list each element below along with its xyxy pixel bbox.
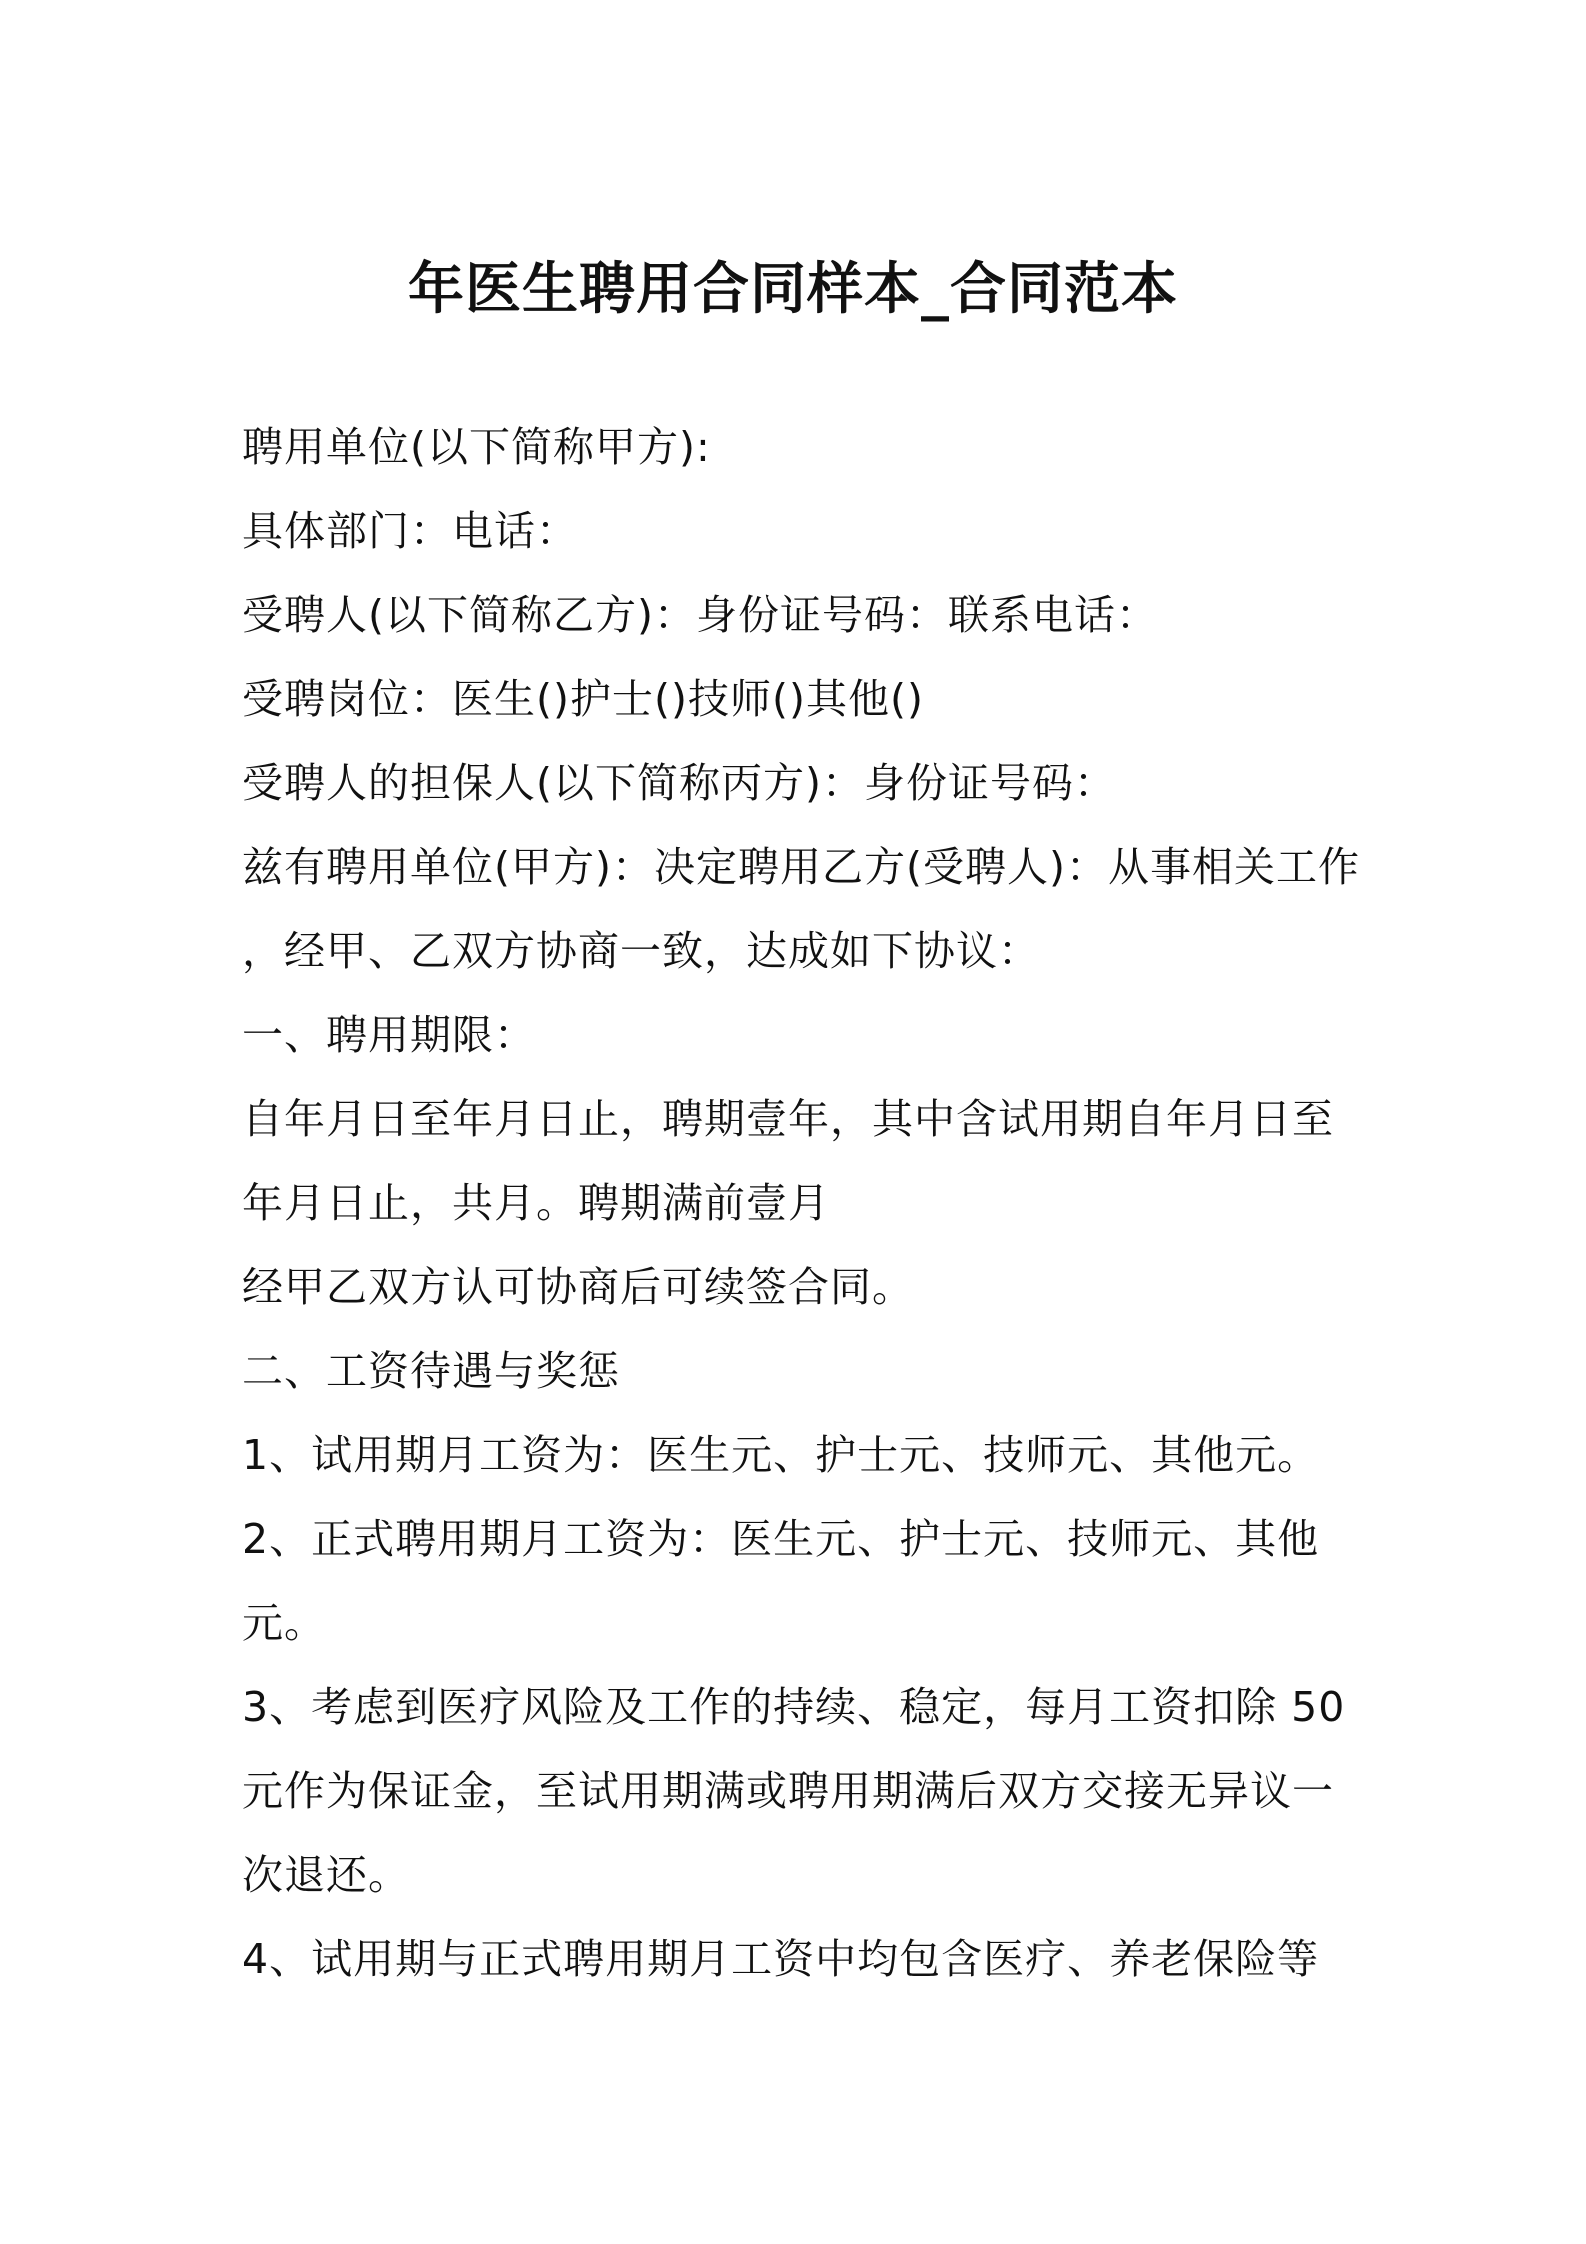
section-heading: 二、工资待遇与奖惩 — [242, 1347, 620, 1395]
text-line: 3、考虑到医疗风险及工作的持续、稳定，每月工资扣除 50 — [242, 1683, 1346, 1731]
text-line: 元作为保证金，至试用期满或聘用期满后双方交接无异议一 — [242, 1767, 1334, 1815]
document-title: 年医生聘用合同样本_合同范本 — [408, 257, 1178, 322]
text-line: 受聘人(以下简称乙方)：身份证号码：联系电话： — [242, 591, 1158, 639]
text-line: 聘用单位(以下简称甲方): — [242, 423, 711, 471]
text-line: 4、试用期与正式聘用期月工资中均包含医疗、养老保险等 — [242, 1935, 1320, 1983]
text-line: 2、正式聘用期月工资为：医生元、护士元、技师元、其他 — [242, 1515, 1320, 1563]
text-line: 元。 — [242, 1599, 326, 1647]
text-line: 自年月日至年月日止，聘期壹年，其中含试用期自年月日至 — [242, 1095, 1334, 1143]
text-line: ，经甲、乙双方协商一致，达成如下协议： — [242, 927, 1040, 975]
text-line: 兹有聘用单位(甲方)：决定聘用乙方(受聘人)：从事相关工作 — [242, 843, 1360, 891]
text-line: 年月日止，共月。聘期满前壹月 — [242, 1179, 830, 1227]
section-heading: 一、聘用期限： — [242, 1011, 536, 1059]
text-line: 受聘岗位：医生()护士()技师()其他() — [242, 675, 924, 723]
text-line: 具体部门：电话： — [242, 507, 578, 555]
text-line: 经甲乙双方认可协商后可续签合同。 — [242, 1263, 914, 1311]
text-line: 1、试用期月工资为：医生元、护士元、技师元、其他元。 — [242, 1431, 1320, 1479]
text-line: 次退还。 — [242, 1851, 410, 1899]
document-body — [242, 405, 1367, 2001]
text-line: 受聘人的担保人(以下简称丙方)：身份证号码： — [242, 759, 1116, 807]
